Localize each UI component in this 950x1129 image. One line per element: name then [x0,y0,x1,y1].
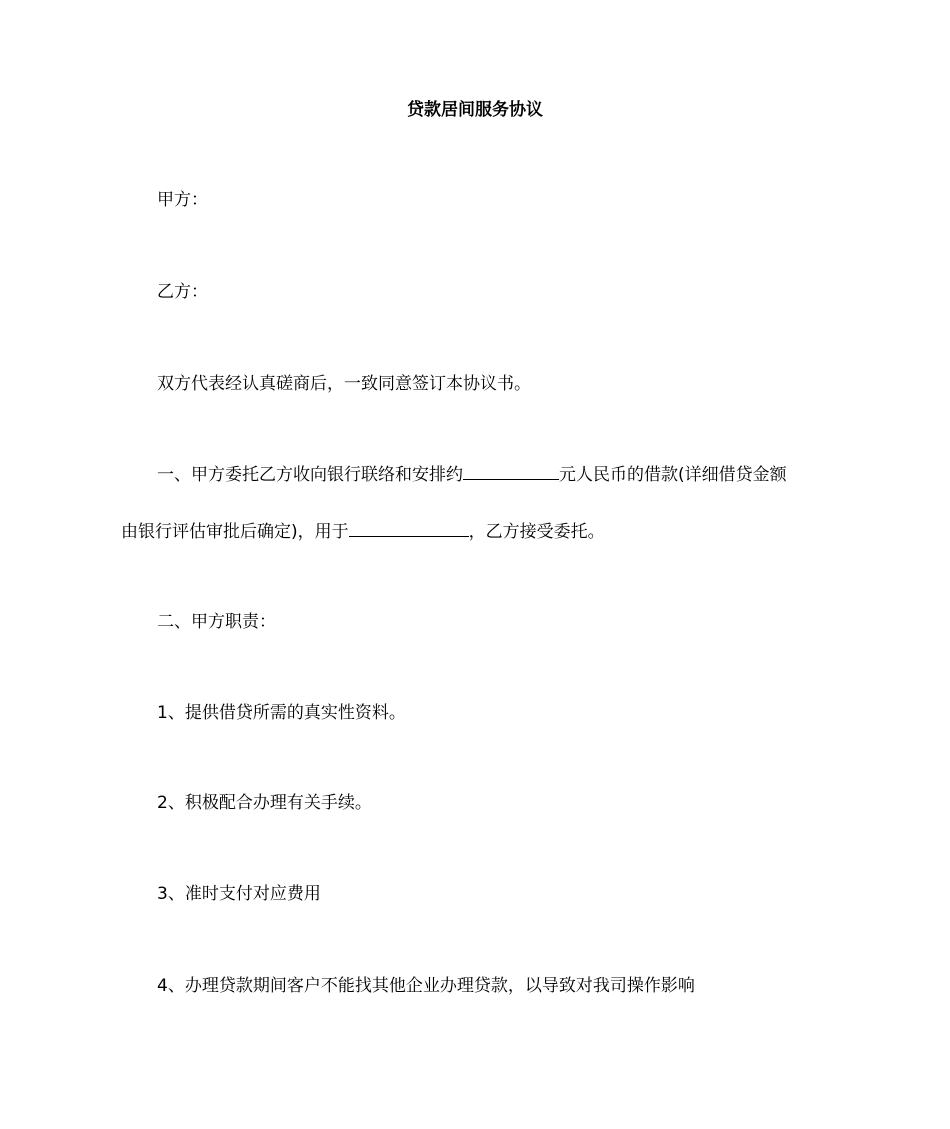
list-item: 4、办理贷款期间客户不能找其他企业办理贷款，以导致对我司操作影响 [157,976,695,996]
clause1-text-d: ，乙方接受委托。 [468,522,605,542]
document-title: 贷款居间服务协议 [407,100,543,120]
party-b-line: 乙方： [157,282,208,302]
loan-purpose-blank[interactable] [349,520,469,537]
loan-amount-blank[interactable] [463,463,559,480]
clause2-heading: 二、甲方职责： [157,612,276,632]
clause1-text-c: 由银行评估审批后确定)，用于 [121,522,349,542]
clause1-text-b: 元人民币的借款(详细借贷金额 [559,465,787,485]
preamble-line: 双方代表经认真磋商后，一致同意签订本协议书。 [157,374,531,394]
list-item: 1、提供借贷所需的真实性资料。 [157,703,406,723]
clause1-text-a: 一、甲方委托乙方收向银行联络和安排约 [157,465,463,485]
clause1-line2 [121,520,605,543]
party-a-line: 甲方： [157,190,208,210]
clause1-line1 [157,463,787,486]
list-item: 2、积极配合办理有关手续。 [157,793,372,813]
list-item: 3、准时支付对应费用 [157,884,321,904]
